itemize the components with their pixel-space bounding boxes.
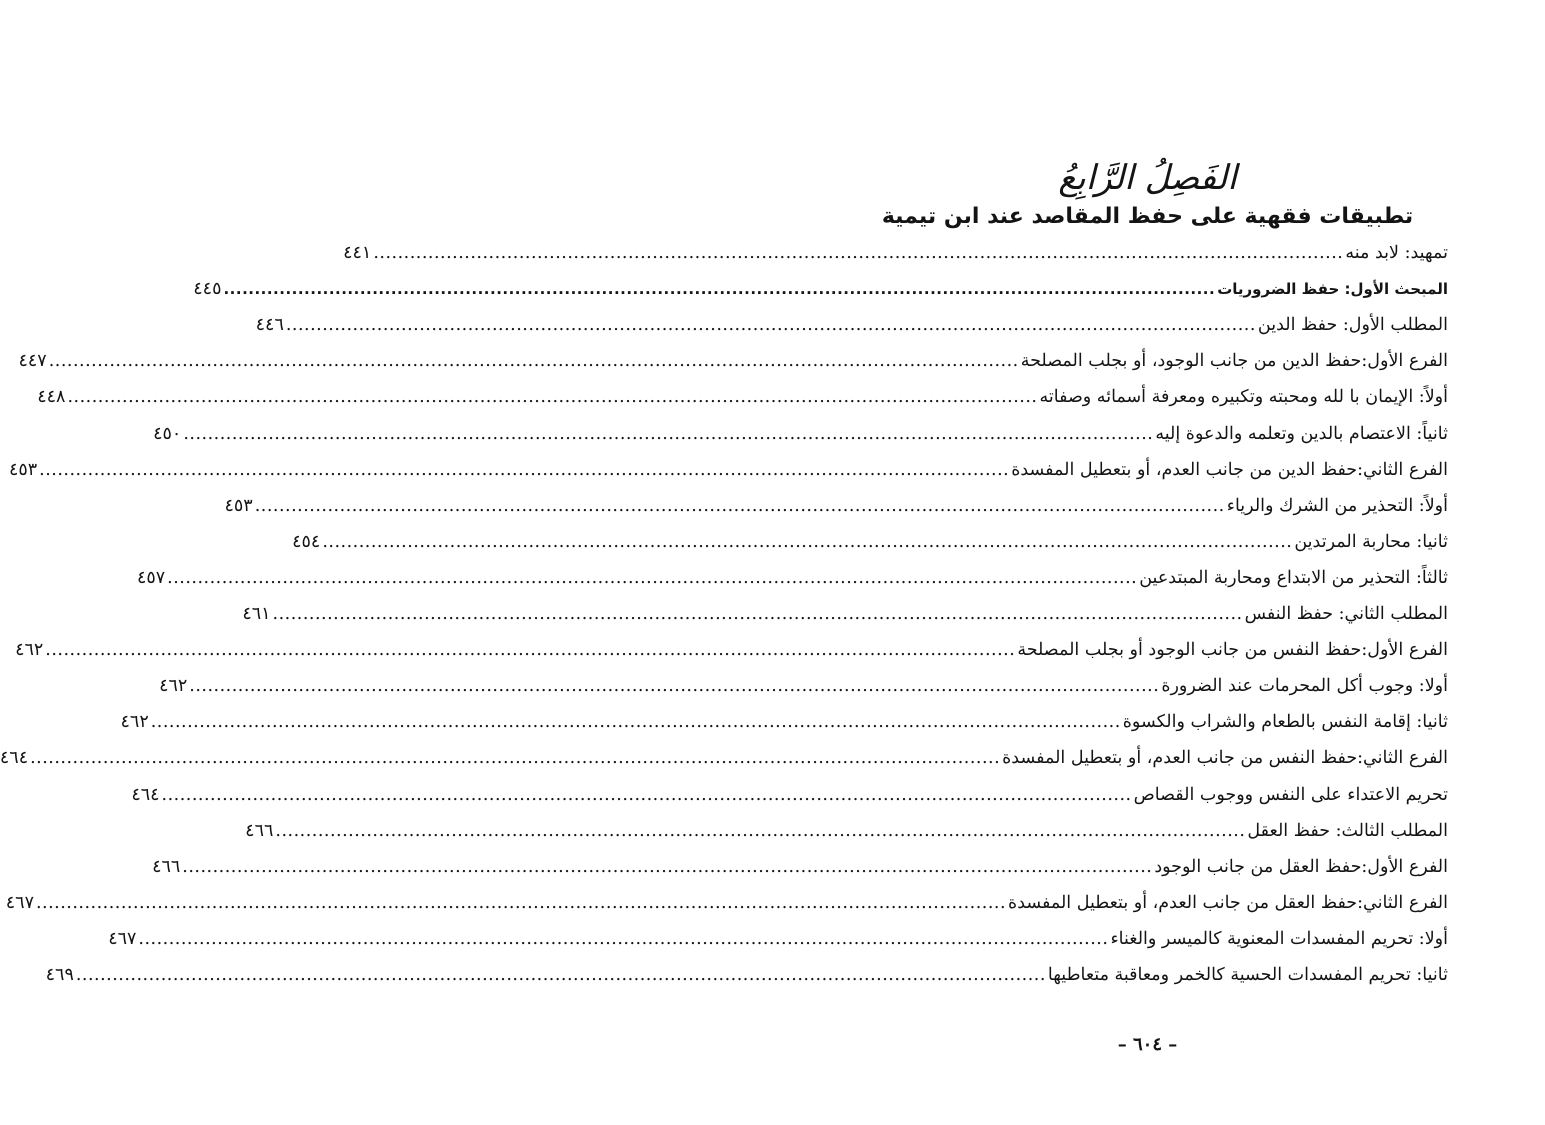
toc-entry-page: ٤٥٣ [224,495,253,516]
toc-entry-label: الفرع الثاني:حفظ العقل من جانب العدم، أو بتعطيل المفسدة [1008,892,1448,913]
toc-entry-page: ٤٥٠ [153,423,182,444]
toc-entry-page: ٤٦٢ [159,676,188,697]
toc-entry-page: ٤٥٣ [8,459,38,480]
dot-leader: ................................................................................................................................................................ [35,892,1007,913]
toc-entry-label: تمهيد: لابد منه [1345,243,1448,263]
toc-entry [37,379,1448,415]
toc-entry [242,596,1448,632]
toc-entry-label: الفرع الأول:حفظ الدين من جانب الوجود، أو بجلب المصلحة [1020,351,1448,372]
toc-entry [343,235,1448,271]
chapter-title: الفَصِلُ الرَّابِعُ [1058,158,1237,198]
toc-entry [245,813,1448,849]
toc-entry-label: الفرع الأول:حفظ النفس من جانب الوجود أو بجلب المصلحة [1017,640,1448,661]
toc-entry-label: أولاً: التحذير من الشرك والرياء [1226,495,1448,516]
toc-entry [152,849,1448,885]
toc-entry [15,632,1448,668]
toc-entry-label: المطلب الثاني: حفظ النفس [1244,604,1448,624]
toc-entry-page: ٤٦٢ [120,712,149,733]
toc-entry-page: ٤٥٧ [136,567,166,588]
toc-entry [255,307,1448,343]
toc-entry [0,740,1448,776]
dot-leader: ................................................................................................................................................................ [322,531,1293,552]
dot-leader: ................................................................................................................................................................ [182,856,1153,877]
dot-leader: ................................................................................................................................................................ [183,423,1154,444]
toc-entry [131,777,1448,813]
toc-entry-page: ٤٤٨ [37,387,66,408]
toc-entry-label: ثانيا: تحريم المفسدات الحسية كالخمر ومعاقبة متعاطيها [1047,965,1448,985]
dot-leader: ................................................................................................................................................................ [150,712,1121,733]
dot-leader: ................................................................................................................................................................ [167,567,1138,588]
dot-leader: ................................................................................................................................................................ [30,748,1001,769]
toc-entry-page: ٤٦٧ [5,892,34,913]
toc-entry-page: ٤٦٤ [131,784,160,805]
toc-entry [45,957,1448,993]
toc-entry [18,343,1448,379]
toc-entry [292,524,1448,560]
dot-leader: ................................................................................................................................................................ [275,820,1246,841]
dot-leader: ................................................................................................................................................................ [48,351,1019,372]
toc-entry-label: الفرع الثاني:حفظ الدين من جانب العدم، أو بتعطيل المفسدة [1011,459,1448,480]
toc-entry-label: المطلب الثالث: حفظ العقل [1247,820,1448,841]
toc-entry-page: ٤٤١ [343,243,372,263]
toc-entry-page: ٤٤٥ [193,279,222,300]
toc-entry-label: ثانيا: إقامة النفس بالطعام والشراب والكسوة [1122,712,1448,733]
toc-entry-label: المبحث الأول: حفظ الضروريات [1217,280,1448,299]
dot-leader: ................................................................................................................................................................ [285,315,1256,336]
toc-entry-label: ثانيا: محاربة المرتدين [1294,531,1448,552]
toc-entry-page: ٤٦٤ [0,748,29,769]
page-number: – ٦٠٤ – [1117,1034,1178,1055]
toc-entry [136,560,1448,596]
toc-entry-label: تحريم الاعتداء على النفس ووجوب القصاص [1133,784,1448,805]
toc-entry-page: ٤٦٦ [152,856,181,877]
toc-entry [153,416,1448,452]
toc-entry-page: ٤٤٦ [255,315,284,336]
dot-leader: ................................................................................................................................................................ [45,640,1016,661]
toc-entry [8,452,1448,488]
toc-entry-label: ثالثاً: التحذير من الابتداع ومحاربة المبتدعين [1139,567,1448,588]
toc-entry [5,885,1448,921]
toc-entry-label: ثانياً: الاعتصام بالدين وتعلمه والدعوة إليه [1155,423,1448,444]
dot-leader: ................................................................................................................................................................ [254,495,1225,516]
chapter-subtitle: تطبيقات فقهية على حفظ المقاصد عند ابن تيمية [881,204,1414,229]
toc-entry [193,271,1448,307]
dot-leader: ................................................................................................................................................................ [75,965,1046,985]
toc-entry-label: أولا: تحريم المفسدات المعنوية كالميسر والغناء [1110,928,1448,949]
dot-leader: ................................................................................................................................................................ [223,280,1216,299]
dot-leader: ................................................................................................................................................................ [67,387,1038,408]
dot-leader: ................................................................................................................................................................ [373,243,1344,263]
dot-leader: ................................................................................................................................................................ [138,928,1109,949]
toc-entry-page: ٤٦٢ [15,640,44,661]
toc-entry-label: المطلب الأول: حفظ الدين [1257,315,1448,336]
toc-entry-page: ٤٦٧ [108,928,137,949]
dot-leader: ................................................................................................................................................................ [161,784,1132,805]
dot-leader: ................................................................................................................................................................ [272,604,1243,624]
toc-entry-page: ٤٦١ [242,604,271,624]
toc-entry [224,488,1448,524]
toc-entry-page: ٤٦٩ [45,965,74,985]
toc-entry-page: ٤٥٤ [292,531,321,552]
dot-leader: ................................................................................................................................................................ [189,676,1160,697]
toc-entry-label: الفرع الأول:حفظ العقل من جانب الوجود [1154,856,1448,877]
toc-entry [108,921,1448,957]
toc-entry-label: أولاً: الإيمان با لله ومحبته وتكبيره ومعرفة أسمائه وصفاته [1039,387,1448,408]
toc-entry-page: ٤٦٦ [245,820,274,841]
dot-leader: ................................................................................................................................................................ [39,459,1010,480]
toc-entry-page: ٤٤٧ [18,351,47,372]
toc-entry [159,668,1448,704]
toc-entry-label: أولا: وجوب أكل المحرمات عند الضرورة [1161,676,1448,697]
toc-entry-label: الفرع الثاني:حفظ النفس من جانب العدم، أو بتعطيل المفسدة [1002,748,1448,769]
toc-entry [120,704,1448,740]
